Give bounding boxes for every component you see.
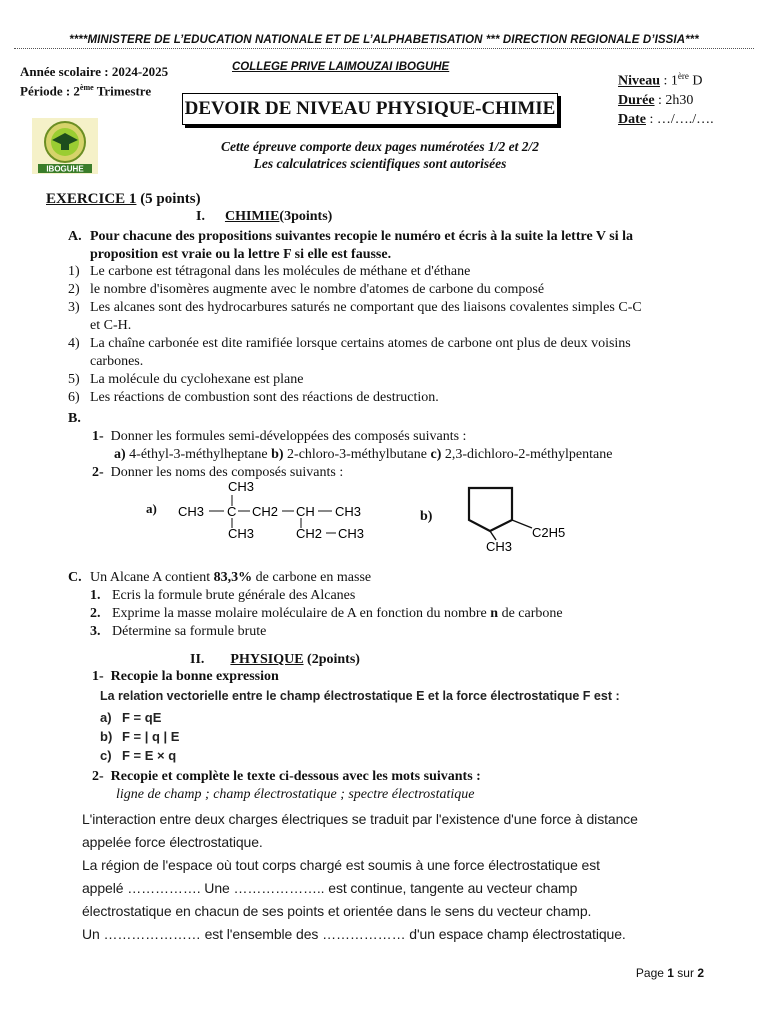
molecule-a-label: a) [146, 501, 157, 516]
part-c-item-3: 3. Détermine sa formule brute [90, 624, 267, 639]
school-info [20, 64, 168, 99]
proposition-2: 2) le nombre d'isomères augmente avec le nombre d'atomes de carbone du composé [68, 282, 545, 297]
molecule-a-structure [170, 476, 380, 548]
calculator-note: Les calculatrices scientifiques sont autorisées [253, 156, 507, 171]
proposition-5: 5) La molécule du cyclohexane est plane [68, 372, 304, 387]
part-c: C. Un Alcane A contient 83,3% de carbone en masse 1. Ecris la formule brute générale des Alcanes 2. Exprime la masse molaire moléculaire de A en fonction du nombre n de carbone 3. Détermine sa formule brute [68, 569, 708, 641]
part-b-label: B. [68, 411, 81, 426]
duration: Durée : 2h30 [618, 92, 694, 108]
school-year: Année scolaire : 2024-2025 [20, 64, 169, 79]
physics-text-line-6: Un ………………… est l'ensemble des ……………… d'un espace champ électrostatique. [82, 926, 626, 942]
page-number: Page 1 sur 2 [635, 966, 704, 980]
mol-a-ch3-branch: CH3 [338, 526, 365, 541]
physics-option-1: a) F = qE [100, 710, 162, 725]
physics-option-3: c) F = E × q [100, 748, 177, 763]
mol-a-ch2: CH2 [252, 504, 279, 519]
proposition-1: 1) Le carbone est tétragonal dans les molécules de méthane et d'éthane [68, 264, 471, 279]
mol-a-ch3-top: CH3 [228, 479, 255, 494]
exam-info [618, 67, 714, 129]
header-divider [14, 48, 754, 49]
mol-b-ch3: CH3 [486, 539, 513, 554]
physics-text-line-3: La région de l'espace où tout corps chargé est soumis à une force électrostatique est [82, 857, 600, 873]
mol-a-ch: CH [296, 504, 315, 519]
proposition-6: 6) Les réactions de combustion sont des réactions de destruction. [68, 390, 439, 405]
physics-text-line-4: appelé ……………. Une ……………….. est continue, tangente au vecteur champ [82, 880, 578, 896]
physics-q2: 2- Recopie et complète le texte ci-dessous avec les mots suivants : [92, 769, 481, 784]
exercise-title: EXERCICE 1 (5 points) [46, 191, 201, 207]
part-c-item-2: 2. Exprime la masse molaire moléculaire de A en fonction du nombre n de carbone [90, 606, 563, 621]
mol-a-ch3-right: CH3 [335, 504, 362, 519]
physics-q2-text [82, 808, 722, 946]
chemistry-heading: I. CHIMIE(3points) [196, 209, 333, 224]
logo-text: IBOGUHE [46, 164, 84, 174]
mol-a-ch3-left: CH3 [178, 504, 205, 519]
physics-text-line-2: appelée force électrostatique. [82, 834, 263, 850]
level: Niveau : 1ère D [618, 71, 703, 89]
page-title: DEVOIR DE NIVEAU PHYSIQUE-CHIMIE [182, 93, 558, 125]
physics-q2-words: ligne de champ ; champ électrostatique ; spectre électrostatique [116, 787, 475, 802]
molecule-b-label: b) [420, 509, 433, 524]
part-a-instruction: A. Pour chacune des propositions suivantes recopie le numéro et écris à la suite la lettre V si la proposition est vraie ou la lettre F si elle est fausse. [68, 229, 633, 262]
pages-note: Cette épreuve comporte deux pages numérotées 1/2 et 2/2 [221, 139, 539, 154]
mol-a-ch2-branch: CH2 [296, 526, 323, 541]
college-name: COLLEGE PRIVE LAIMOUZAI IBOGUHE [232, 61, 450, 73]
physics-q1: 1- Recopie la bonne expression [92, 669, 279, 684]
mol-a-ch3-bottom: CH3 [228, 526, 255, 541]
physics-q1-statement: La relation vectorielle entre le champ électrostatique E et la force électrostatique F est : [100, 689, 620, 703]
physics-heading: II. PHYSIQUE (2points) [190, 652, 360, 667]
part-b-1: 1- Donner les formules semi-développées des composés suivants : a) 4-éthyl-3-méthylheptane b) 2-chloro-3-méthylbutane c) 2,3-dichloro-2-méthylpentane 2- Donner les noms des composés suivants : [92, 429, 613, 480]
proposition-4-cont: carbones. [90, 354, 144, 369]
date: Date : …/…./…. [618, 111, 714, 127]
period: Période : 2ème Trimestre [20, 83, 152, 99]
ministry-header: ****MINISTERE DE L’EDUCATION NATIONALE ET DE L’ALPHABETISATION *** DIRECTION REGIONALE D’ISSIA*** [69, 34, 699, 46]
mol-a-c: C [227, 504, 237, 519]
physics-q1-options [100, 708, 179, 765]
proposition-3-cont: et C-H. [90, 318, 132, 333]
propositions-list [68, 263, 718, 407]
physics-text-line-5: électrostatique en chacun de ses points et orientée dans le sens du vecteur champ. [82, 903, 592, 919]
college-logo [32, 118, 98, 174]
exam-instructions [180, 138, 580, 172]
mol-b-c2h5: C2H5 [532, 525, 566, 540]
part-c-item-1: 1. Ecris la formule brute générale des Alcanes [90, 588, 356, 603]
proposition-4: 4) La chaîne carbonée est dite ramifiée lorsque certains atomes de carbone ont plus de deux voisins [68, 336, 631, 351]
physics-option-2: b) F = | q | E [100, 729, 180, 744]
proposition-3: 3) Les alcanes sont des hydrocarbures saturés ne comportant que des liaisons covalentes simples C-C [68, 300, 642, 315]
molecule-b-structure [460, 484, 570, 554]
physics-text-line-1: L'interaction entre deux charges électriques se traduit par l'existence d'une force à distance [82, 811, 638, 827]
